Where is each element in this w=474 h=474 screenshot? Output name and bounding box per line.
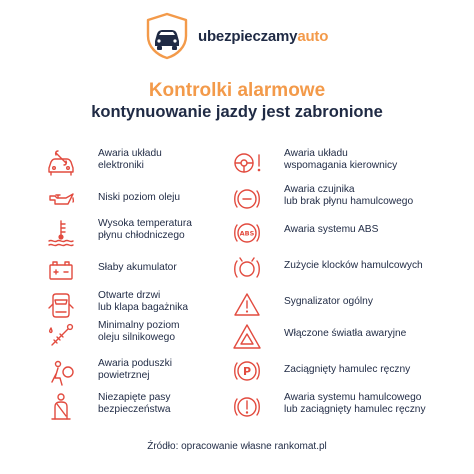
source-note: Źródło: opracowanie własne rankomat.pl: [147, 441, 327, 452]
brand-logo: [144, 12, 334, 60]
warning-item-electronics: [46, 148, 226, 180]
warning-label: Wysoka temperatura płynu chłodniczego: [98, 218, 192, 241]
brand-name-part1: ubezpieczamy: [198, 28, 298, 45]
warning-item-hazard: [232, 322, 462, 354]
warning-item-brake-pads: [232, 254, 462, 286]
car-wrench-icon: [46, 148, 76, 178]
warning-item-parking-brake: [232, 356, 462, 388]
warning-item-low-oil: [46, 184, 226, 216]
warning-label: Niezapięte pasy bezpieczeństwa: [98, 392, 171, 415]
seatbelt-icon: [46, 392, 76, 422]
parking-brake-icon: [232, 356, 262, 386]
oil-level-icon: [46, 320, 76, 350]
brake-pad-wear-icon: [232, 254, 262, 284]
warning-label: Awaria poduszki powietrznej: [98, 358, 172, 381]
warning-item-door-open: [46, 290, 226, 322]
warning-label: Awaria układu wspomagania kierownicy: [284, 148, 398, 171]
warning-label: Zaciągnięty hamulec ręczny: [284, 364, 411, 375]
warning-item-abs: [232, 218, 462, 250]
warning-item-oil-level: [46, 320, 226, 352]
brand-name-part2: auto: [297, 28, 329, 45]
svg-text:ABS: ABS: [239, 229, 255, 238]
page-title: Kontrolki alarmowe: [148, 80, 326, 101]
warning-label: Słaby akumulator: [98, 262, 177, 273]
warning-item-brake-system: [232, 392, 462, 424]
warning-label: Zużycie klocków hamulcowych: [284, 260, 423, 271]
oil-can-icon: [46, 184, 76, 214]
warning-item-coolant: [46, 218, 226, 250]
warning-item-brake-sensor: [232, 184, 462, 216]
hazard-lights-icon: [232, 322, 262, 352]
warning-item-general: [232, 290, 462, 322]
warning-label: Minimalny poziom oleju silnikowego: [98, 320, 180, 343]
coolant-temperature-icon: [46, 218, 76, 248]
brake-sensor-icon: [232, 184, 262, 214]
warning-label: Niski poziom oleju: [98, 192, 181, 203]
shield-car-icon: [144, 12, 190, 60]
airbag-icon: [46, 358, 76, 388]
steering-warning-icon: [232, 148, 262, 178]
warning-label: Awaria czujnika lub brak płynu hamulcowego: [284, 184, 414, 207]
general-warning-icon: [232, 290, 262, 320]
car-door-open-icon: [46, 290, 76, 320]
warning-item-steering: [232, 148, 462, 180]
warning-item-airbag: [46, 358, 226, 390]
warning-label: Włączone światła awaryjne: [284, 328, 407, 339]
warning-label: Awaria systemu hamulcowego lub zaciągnięty hamulec ręczny: [284, 392, 426, 415]
warning-label: Otwarte drzwi lub klapa bagażnika: [98, 290, 189, 313]
warning-label: Awaria układu elektroniki: [98, 148, 162, 171]
warning-label: Awaria systemu ABS: [284, 224, 379, 235]
battery-icon: [46, 256, 76, 286]
page-subtitle: kontynuowanie jazdy jest zabronione: [91, 103, 383, 121]
warning-item-seatbelt: [46, 392, 226, 424]
warning-item-battery: [46, 256, 226, 288]
svg-text:P: P: [242, 365, 252, 378]
brake-system-icon: [232, 392, 262, 422]
warning-label: Sygnalizator ogólny: [284, 296, 373, 307]
abs-icon: [232, 218, 262, 248]
